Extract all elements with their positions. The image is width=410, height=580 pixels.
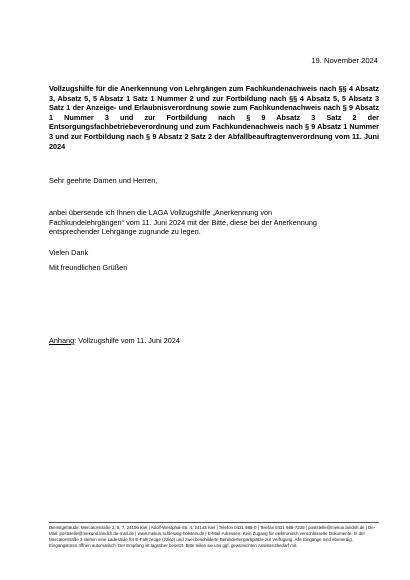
- attachment-line: [49, 336, 379, 346]
- salutation: Sehr geehrte Damen und Herren,: [49, 176, 158, 185]
- attachment-text: : Vollzugshilfe vom 11. Juni 2024: [74, 336, 180, 345]
- letter-footer: Dienstgebäude: Mercatorstraße 3, 5, 7, 24106 Kiel | Adolf-Westphal-Str. 4, 24143 Kiel | Telefon 0431 988-0 | Telefax 0431 988-7239 | poststelle@mekun.landsh.de | De-Mail: poststelle@mekund.landsh.de-mail.de | www.mekun.schleswig-holstein.de | E-Mail-Adressen: Kein Zugang für elektronisch verschlüsselte Dokumente. In der Mercatorstraße 3 stehen eine Ladesäule für E-Fahrzeuge (22kw) und zwei beschilderte Behindertenparkplätze zur Verfügung. Alle Eingänge sind ebenerdig. Eingangstüren öffnen automatisch. Der Empfang ist tagsüber besetzt. Bitte teilen sie uns ggf. gewünschten Assistenzbedarf mit.: [49, 522, 379, 549]
- letter-date: 19. November 2024: [311, 56, 378, 65]
- closing-line: Mit freundlichen Grüßen: [49, 263, 128, 272]
- attachment-label: Anhang: [49, 336, 75, 345]
- body-paragraph: anbei übersende ich Ihnen die LAGA Vollzugshilfe „Anerkennung von Fachkundelehrgängen“ vom 11. Juni 2024 mit der Bitte, diese bei der Anerkennung entsprechender Lehrgänge zugrunde zu legen.: [49, 208, 317, 237]
- letter-subject: Vollzugshilfe für die Anerkennung von Lehrgängen zum Fachkundenachweis nach §§ 4 Absatz 3, Absatz 5, 5 Absatz 1 Satz 1 Nummer 2 und zur Fortbildung nach §§ 4 Absatz 5, 5 Absatz 3 Satz 1 der Anzeige- und Erlaubnisverordnung sowie zum Fachkundenachweis nach § 9 Absatz 1 Nummer 3 und zur Fortbildung nach § 9 Absatz 3 Satz 2 der Entsorgungsfachbetriebeverordnung und zum Fachkundenachweis nach § 9 Absatz 1 Nummer 3 und zur Fortbildung nach § 9 Absatz 2 Satz 2 der Abfallbeauftragtenverordnung vom 11. Juni 2024: [49, 84, 379, 151]
- thanks-line: Vielen Dank: [49, 248, 89, 257]
